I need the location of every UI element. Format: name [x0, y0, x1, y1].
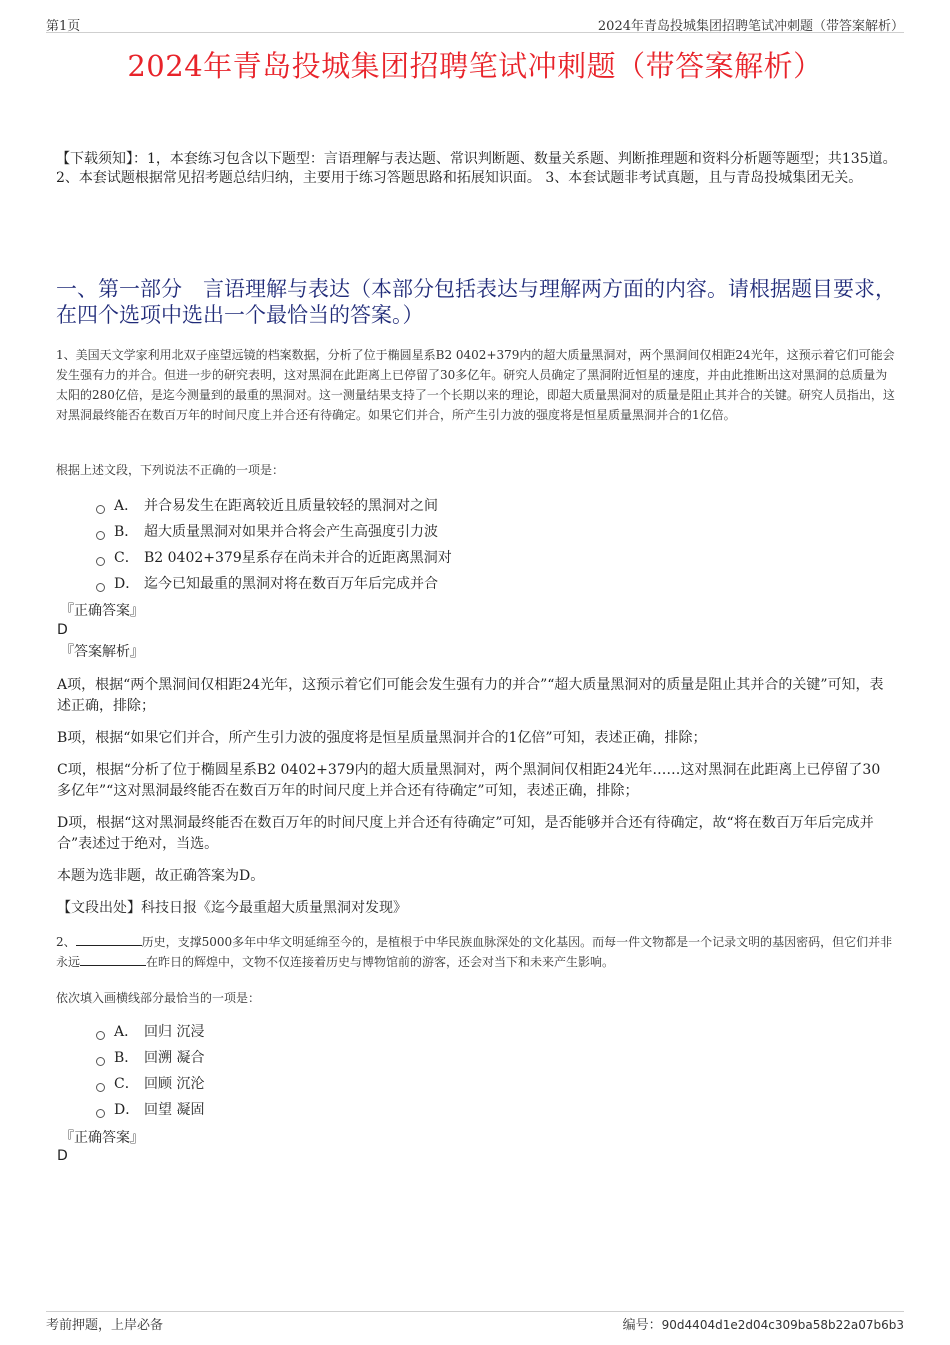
footer-slogan: 考前押题，上岸必备 [46, 1318, 164, 1333]
question-1-options [96, 492, 452, 596]
answer-value: D [57, 622, 68, 638]
document-code: 编号：90d4404d1e2d04c309ba58b22a07b6b3 [622, 1318, 904, 1333]
radio-icon[interactable] [96, 1057, 105, 1066]
analysis-paragraph: 本题为选非题，故正确答案为D。 [57, 868, 265, 884]
option-d[interactable]: D． 迄今已知最重的黑洞对将在数百万年后完成并合 [96, 570, 452, 596]
radio-icon[interactable] [96, 1083, 105, 1092]
option-d[interactable]: D． 回望 凝固 [96, 1096, 204, 1122]
question-2-options [96, 1018, 204, 1122]
analysis-body [57, 675, 890, 930]
analysis-paragraph: B项，根据“如果它们并合，所产生引力波的强度将是恒星质量黑洞并合的1亿倍”可知，表述正确，排除； [57, 730, 707, 746]
option-text: 回望 凝固 [144, 1102, 205, 1118]
page-footer [46, 1311, 904, 1336]
page-number: 第1页 [46, 19, 81, 34]
fill-blank-1 [76, 933, 142, 946]
page-title: 2024年青岛投城集团招聘笔试冲刺题（带答案解析） [127, 49, 823, 83]
question-1-prompt: 根据上述文段，下列说法不正确的一项是： [56, 463, 285, 477]
analysis-label: 『答案解析』 [60, 644, 144, 660]
option-text: 迄今已知最重的黑洞对将在数百万年后完成并合 [144, 576, 438, 592]
download-notice: 【下载须知】：1，本套练习包含以下题型：言语理解与表达题、常识判断题、数量关系题、判断推理题和资料分析题等题型；共135道。 2、本套试题根据常见招考题总结归纳，主要用于练习答题思路和拓展知识面。 3、本套试题非考试真题，且与青岛投城集团无关。 [56, 151, 897, 186]
radio-icon[interactable] [96, 1109, 105, 1118]
analysis-paragraph: A项，根据“两个黑洞间仅相距24光年，这预示着它们可能会发生强有力的并合”“超大质量黑洞对的质量是阻止其并合的关键”可知，表述正确，排除； [57, 677, 884, 714]
header-doc-title: 2024年青岛投城集团招聘笔试冲刺题（带答案解析） [597, 19, 904, 34]
option-text: 并合易发生在距离较近且质量较轻的黑洞对之间 [144, 498, 438, 514]
option-text: 超大质量黑洞对如果并合将会产生高强度引力波 [144, 524, 438, 540]
answer-label: 『正确答案』 [60, 1130, 144, 1146]
analysis-paragraph: C项，根据“分析了位于椭圆星系B2 0402+379内的超大质量黑洞对，两个黑洞间仅相距24光年……这对黑洞在此距离上已停留了30多亿年”“这对黑洞最终能否在数百万年的时间尺度上并合还有待确定”可知，表述正确，排除； [57, 762, 881, 799]
page-header [46, 14, 904, 33]
source-citation: 【文段出处】科技日报《迄今最重超大质量黑洞对发现》 [57, 900, 407, 916]
answer-value: D [57, 1148, 68, 1164]
option-c[interactable]: C． 回顾 沉沦 [96, 1070, 204, 1096]
fill-blank-2 [80, 953, 146, 966]
option-text: 回顾 沉沦 [144, 1076, 205, 1092]
option-a[interactable]: A． 并合易发生在距离较近且质量较轻的黑洞对之间 [96, 492, 452, 518]
option-text: 回溯 凝合 [144, 1050, 205, 1066]
question-2-text: 2、 历史，支撑5000多年中华文明延绵至今的，是植根于中华民族血脉深处的文化基因。而每一件文物都是一个记录文明的基因密码，但它们并非永远 在昨日的辉煌中，文物不仅连接着历史与博物馆前的游客，还会对当下和未来产生影响。 [56, 935, 893, 969]
answer-label: 『正确答案』 [60, 603, 144, 619]
radio-icon[interactable] [96, 557, 105, 566]
option-text: B2 0402+379星系存在尚未并合的近距离黑洞对 [144, 550, 452, 566]
radio-icon[interactable] [96, 505, 105, 514]
option-c[interactable]: C． B2 0402+379星系存在尚未并合的近距离黑洞对 [96, 544, 452, 570]
option-b[interactable]: B． 回溯 凝合 [96, 1044, 204, 1070]
section-heading: 一、第一部分 言语理解与表达（本部分包括表达与理解两方面的内容。请根据题目要求，在四个选项中选出一个最恰当的答案。） [56, 277, 896, 327]
analysis-paragraph: D项，根据“这对黑洞最终能否在数百万年的时间尺度上并合还有待确定”可知，是否能够并合还有待确定，故“将在数百万年后完成并合”表述过于绝对，当选。 [57, 815, 874, 852]
option-a[interactable]: A． 回归 沉浸 [96, 1018, 204, 1044]
radio-icon[interactable] [96, 1031, 105, 1040]
question-1-text: 1、美国天文学家利用北双子座望远镜的档案数据，分析了位于椭圆星系B2 0402+379内的超大质量黑洞对，两个黑洞间仅相距24光年，这预示着它们可能会发生强有力的并合。但进一步的研究表明，这对黑洞在此距离上已停留了30多亿年。研究人员确定了黑洞附近恒星的速度，并由此推断出这对黑洞的总质量为太阳的280亿倍，是迄今测量到的最重的黑洞对。这一测量结果支持了一个长期以来的理论，即超大质量黑洞对的质量是阻止其并合的关键。研究人员指出，这对黑洞最终能否在数百万年的时间尺度上并合还有待确定。如果它们并合，所产生引力波的强度将是恒星质量黑洞并合的1亿倍。 [56, 348, 895, 422]
question-2-prompt: 依次填入画横线部分最恰当的一项是： [56, 991, 261, 1005]
radio-icon[interactable] [96, 531, 105, 540]
option-b[interactable]: B． 超大质量黑洞对如果并合将会产生高强度引力波 [96, 518, 452, 544]
radio-icon[interactable] [96, 583, 105, 592]
option-text: 回归 沉浸 [144, 1024, 205, 1040]
